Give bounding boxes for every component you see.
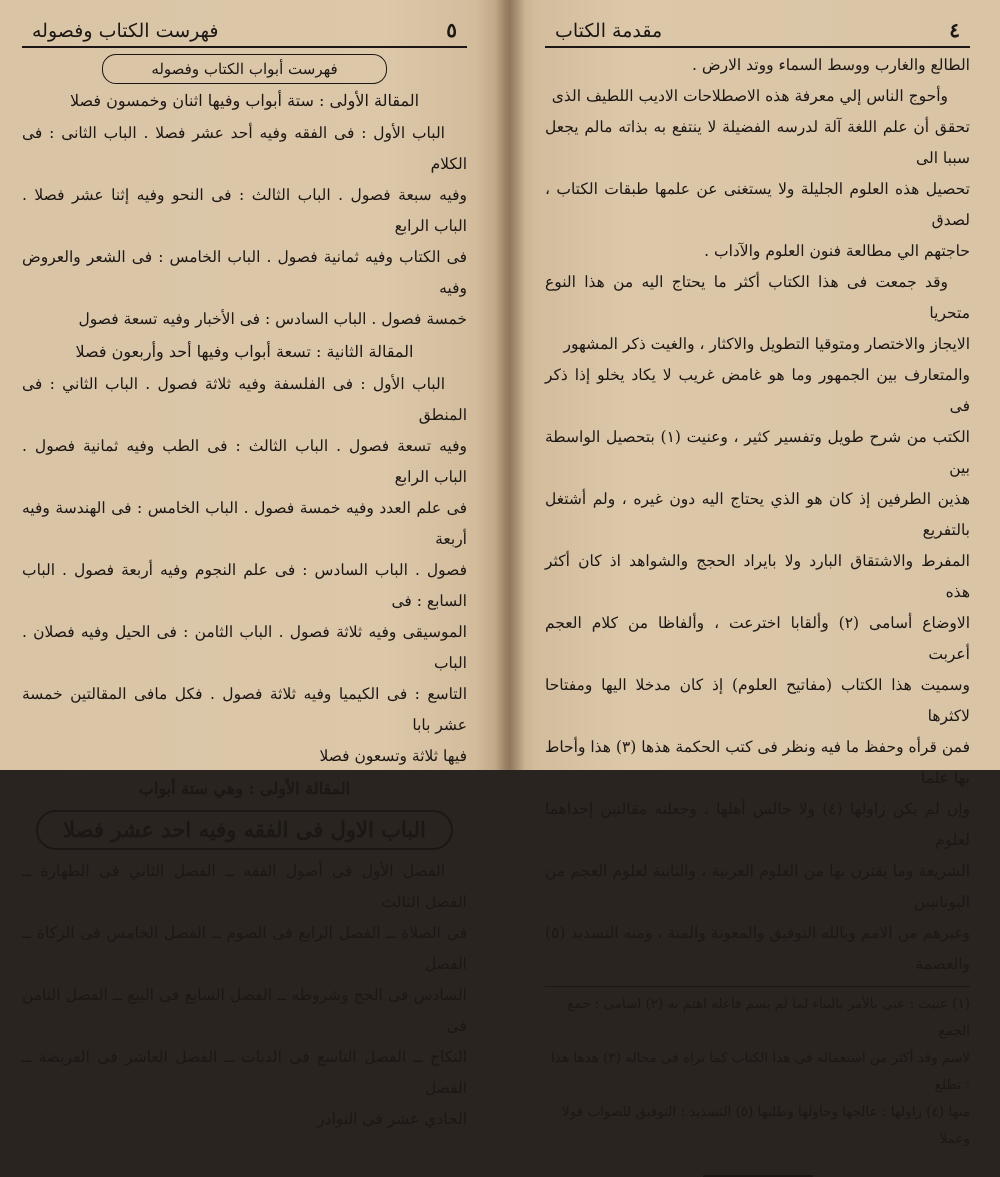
text-line: وسميت هذا الكتاب (مفاتيح العلوم) إذ كان مدخلا اليها ومفتاحا لاكثرها: [545, 676, 970, 725]
text-line: خمسة فصول . الباب السادس : فى الأخبار وفيه تسعة فصول: [78, 310, 467, 328]
left-page-number: ٥: [446, 18, 457, 42]
text-line: الكتب من شرح طويل وتفسير كثير ، وعنيت (١) بتحصيل الواسطة بين: [545, 428, 970, 477]
text-line: فصول . الباب السادس : فى علم النجوم وفيه أربعة فصول . الباب السابع : فى: [22, 561, 467, 610]
text-line: الباب الأول : فى الفقه وفيه أحد عشر فصلا . الباب الثانى : فى الكلام: [22, 124, 467, 173]
text-line: الايجاز والاختصار ومتوقيا التطويل والاكثار ، والغيت ذكر المشهور: [563, 335, 970, 353]
maqala1-heading: المقالة الأولى : ستة أبواب وفيها اثنان وخمسون فصلا: [69, 91, 420, 110]
left-page-header: [22, 18, 467, 48]
text-line: الاوضاع أسامى (٢) وألقابا اخترعت ، وألفاظا من كلام العجم أعربت: [545, 614, 971, 663]
text-line: الطالع والغارب ووسط السماء ووتد الارض .: [691, 56, 970, 74]
left-page-header-title: فهرست الكتاب وفصوله: [32, 20, 219, 42]
text-line: وإن لم يكن زاولها (٤) ولا جالس أهلها . وجعلته مقالتين إحداهما لعلوم: [545, 800, 970, 849]
text-line: السادس فى الحج وشروطه ــ الفصل السابع فى البيع ــ الفصل الثامن فى: [22, 986, 467, 1035]
index-box-title: فهرست أبواب الكتاب وفصوله: [102, 54, 387, 84]
right-page-number: ٤: [949, 18, 960, 42]
text-line: وأحوج الناس إلي معرفة هذه الاصطلاحات الاديب اللطيف الذى: [551, 87, 948, 105]
text-line: تحصيل هذه العلوم الجليلة ولا يستغنى عن علمها طبقات الكتاب ، لصدق: [545, 180, 970, 229]
text-line: وفيه تسعة فصول . الباب الثالث : فى الطب وفيه ثمانية فصول . الباب الرابع: [22, 437, 467, 486]
text-line: الباب الأول : فى الفلسفة وفيه ثلاثة فصول . الباب الثاني : فى المنطق: [22, 375, 467, 424]
maqala2-heading: المقالة الثانية : تسعة أبواب وفيها أحد وأربعون فصلا: [75, 342, 414, 361]
text-line: الموسيقى وفيه ثلاثة فصول . الباب الثامن : فى الحيل وفيه فصلان . الباب: [22, 623, 467, 672]
footnote-divider: [545, 986, 970, 987]
right-page: [505, 0, 1000, 1147]
footnote-line: (١) عنيت : عنى بالأمر بالبناء لما لم يسم فاعله اهتم به (٢) اسامى : جمع الجمع: [567, 996, 970, 1039]
text-line: المفرط والاشتقاق البارد ولا بايراد الحجج والشواهد اذ كان أكثر هذه: [545, 552, 970, 601]
text-line: فى علم العدد وفيه خمسة فصول . الباب الخامس : فى الهندسة وفيه أربعة: [22, 499, 467, 548]
text-line: الشريعة وما يقترن بها من العلوم العربية ، والثانية لعلوم العجم من اليونانيين: [545, 862, 970, 911]
right-page-header-title: مقدمة الكتاب: [555, 20, 663, 42]
footnotes: [545, 991, 970, 1153]
text-line: فمن قرأه وحفظ ما فيه ونظر فى كتب الحكمة هذها (٣) هذا وأحاط بها علما: [545, 738, 970, 787]
bab1-title: الباب الاول فى الفقه وفيه احد عشر فصلا: [36, 810, 453, 850]
text-line: هذين الطرفين إذ كان هو الذي يحتاج اليه دون غيره ، ولم أشتغل بالتفريع: [545, 490, 970, 539]
maqala1-title: المقالة الأولى : وهي ستة أبواب: [138, 779, 351, 798]
text-line: فى الصلاة ــ الفصل الرابع فى الصوم ــ الفصل الخامس فى الزكاة ــ الفصل: [22, 924, 467, 973]
text-line: والمتعارف بين الجمهور وما هو غامض غريب لا يكاد يخلو إذا ذكر فى: [545, 366, 970, 415]
text-line: فى الكتاب وفيه ثمانية فصول . الباب الخامس : فى الشعر والعروض وفيه: [22, 248, 467, 297]
text-line: فيها ثلاثة وتسعون فصلا: [319, 747, 467, 765]
intro-text: [545, 50, 970, 980]
text-line: الحادي عشر فى النوادر: [317, 1110, 467, 1128]
text-line: وقد جمعت فى هذا الكتاب أكثر ما يحتاج اليه من هذا النوع متحريا: [545, 273, 970, 322]
text-line: الفصل الأول فى أصول الفقه ــ الفصل الثاني فى الطهارة ــ الفصل الثالث: [22, 862, 467, 911]
text-line: حاجتهم الي مطالعة فنون العلوم والآداب .: [704, 242, 970, 260]
footnote-line: لاسم وقد أكثر من استعماله فى هذا الكتاب كما تراه فى محاله (٣) هذها هذا : تطلع: [551, 1050, 970, 1093]
footnote-line: منها (٤) زاولها : عالجها وحاولها وطلبها (٥) التسديد : التوفيق للصواب قولا وعملا: [562, 1104, 970, 1147]
text-line: وغيرهم من الامم وبالله التوفيق والمعونة والمنة ، ومنه التسديد (٥) والعصمة: [545, 924, 970, 973]
right-page-header: [545, 18, 970, 48]
text-line: تحقق أن علم اللغة آلة لدرسه الفضيلة لا ينتفع به بذاته مالم يجعل سببا الى: [545, 118, 970, 167]
index-text: [22, 86, 467, 1135]
text-line: وفيه سبعة فصول . الباب الثالث : فى النحو وفيه إثنا عشر فصلا . الباب الرابع: [22, 186, 467, 235]
text-line: النكاح ــ الفصل التاسع فى الديات ــ الفصل العاشر فى الفريضة ــ الفصل: [22, 1048, 467, 1097]
left-page: [0, 0, 505, 1128]
text-line: التاسع : فى الكيميا وفيه ثلاثة فصول . فكل مافى المقالتين خمسة عشر بابا: [22, 685, 467, 734]
